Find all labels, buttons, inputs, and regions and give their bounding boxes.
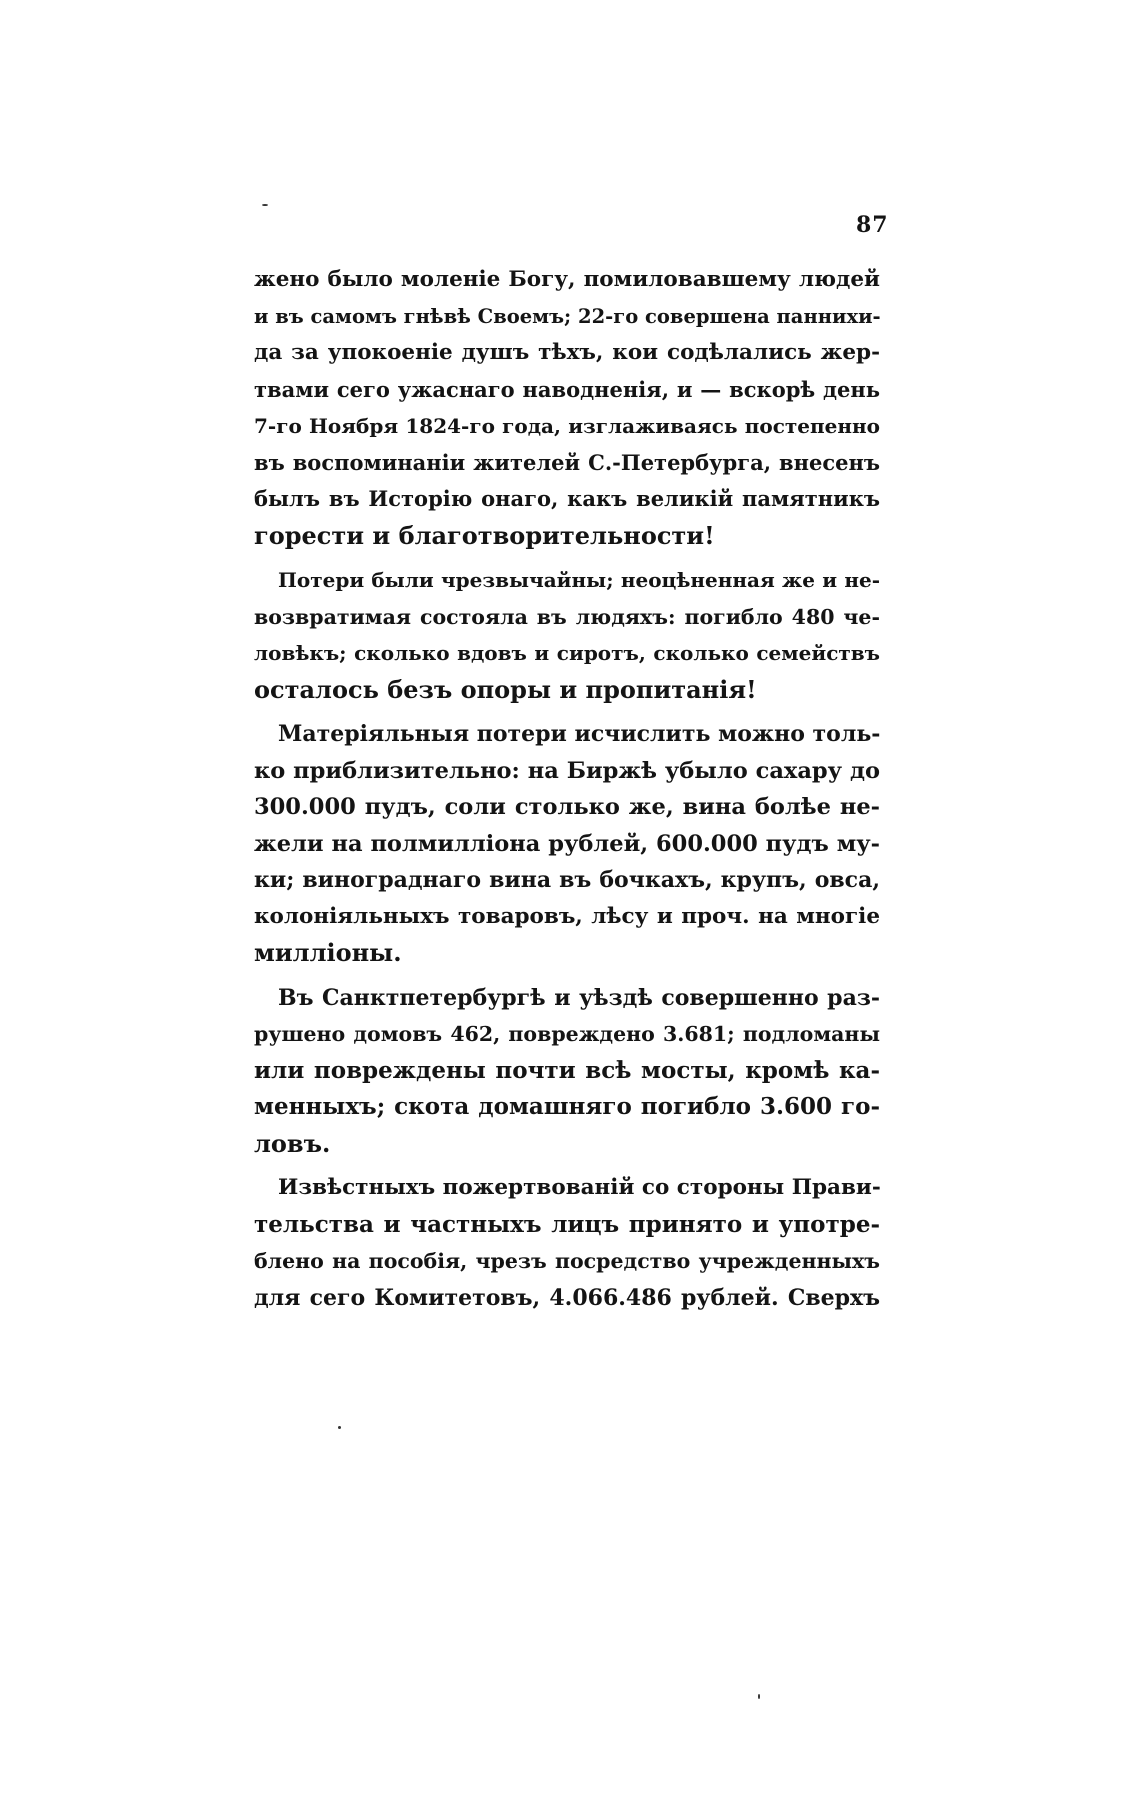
scan-speck [262,204,268,206]
text-line: ко приблизительно: на Биржѣ убыло сахару до [254,757,880,784]
text-line: колоніяльныхъ товаровъ, лѣсу и проч. на многіе [254,903,880,929]
text-line: да за упокоеніе душъ тѣхъ, кои содѣлались жер- [254,340,880,365]
text-line: былъ въ Исторію онаго, какъ великій памятникъ [254,486,880,511]
text-line: горести и благотворительности! [254,520,715,550]
text-line: милліоны. [254,938,402,967]
scan-speck [338,1426,341,1429]
text-line: жено было моленіе Богу, помиловавшему людей [254,267,880,292]
text-line: въ воспоминаніи жителей С.-Петербурга, внесенъ [254,449,880,475]
text-line: тельства и частныхъ лицъ принято и употре- [254,1210,880,1238]
text-line: рушено домовъ 462, повреждено 3.681; подломаны [254,1022,880,1046]
text-line: Матеріяльныя потери исчислить можно толь- [278,721,881,747]
text-line: Потери были чрезвычайны; неоцѣненная же и не- [278,568,880,592]
text-line: жели на полмилліона рублей, 600.000 пудъ му- [254,830,880,857]
text-line: или повреждены почти всѣ мосты, кромѣ ка- [254,1056,880,1084]
text-line: менныхъ; скота домашняго погибло 3.600 го- [254,1093,880,1120]
paragraph-3 [254,716,880,972]
page-number: 87 [856,212,889,238]
text-line: твами сего ужаснаго наводненія, и — вскорѣ день [254,376,880,402]
text-line: Въ Санктпетербургѣ и уѣздѣ совершенно раз- [278,984,880,1011]
scan-speck [758,1694,760,1699]
paragraph-2 [254,562,880,708]
paragraph-5 [254,1170,880,1316]
text-line: ки; винограднаго вина въ бочкахъ, крупъ, овса, [254,867,880,893]
text-line: Извѣстныхъ пожертвованій со стороны Прави- [278,1175,881,1200]
text-line: осталось безъ опоры и пропитанія! [254,674,757,704]
paragraph-1 [254,262,880,554]
text-line: 7-го Ноября 1824-го года, изглаживаясь постепенно [254,414,880,438]
text-line: и въ самомъ гнѣвѣ Своемъ; 22-го совершена паннихи- [254,304,881,328]
body-text [254,262,880,1316]
paragraph-4 [254,980,880,1163]
text-line: для сего Комитетовъ, 4.066.486 рублей. Сверхъ [254,1284,880,1311]
text-line: блено на пособія, чрезъ посредство учрежденныхъ [254,1249,880,1273]
text-line: возвратимая состояла въ людяхъ: погибло 480 че- [254,604,880,629]
text-line: 300.000 пудъ, соли столько же, вина болѣе не- [254,794,880,820]
text-line: ловѣкъ; сколько вдовъ и сиротъ, сколько семействъ [254,641,880,665]
text-line: ловъ. [254,1128,331,1158]
